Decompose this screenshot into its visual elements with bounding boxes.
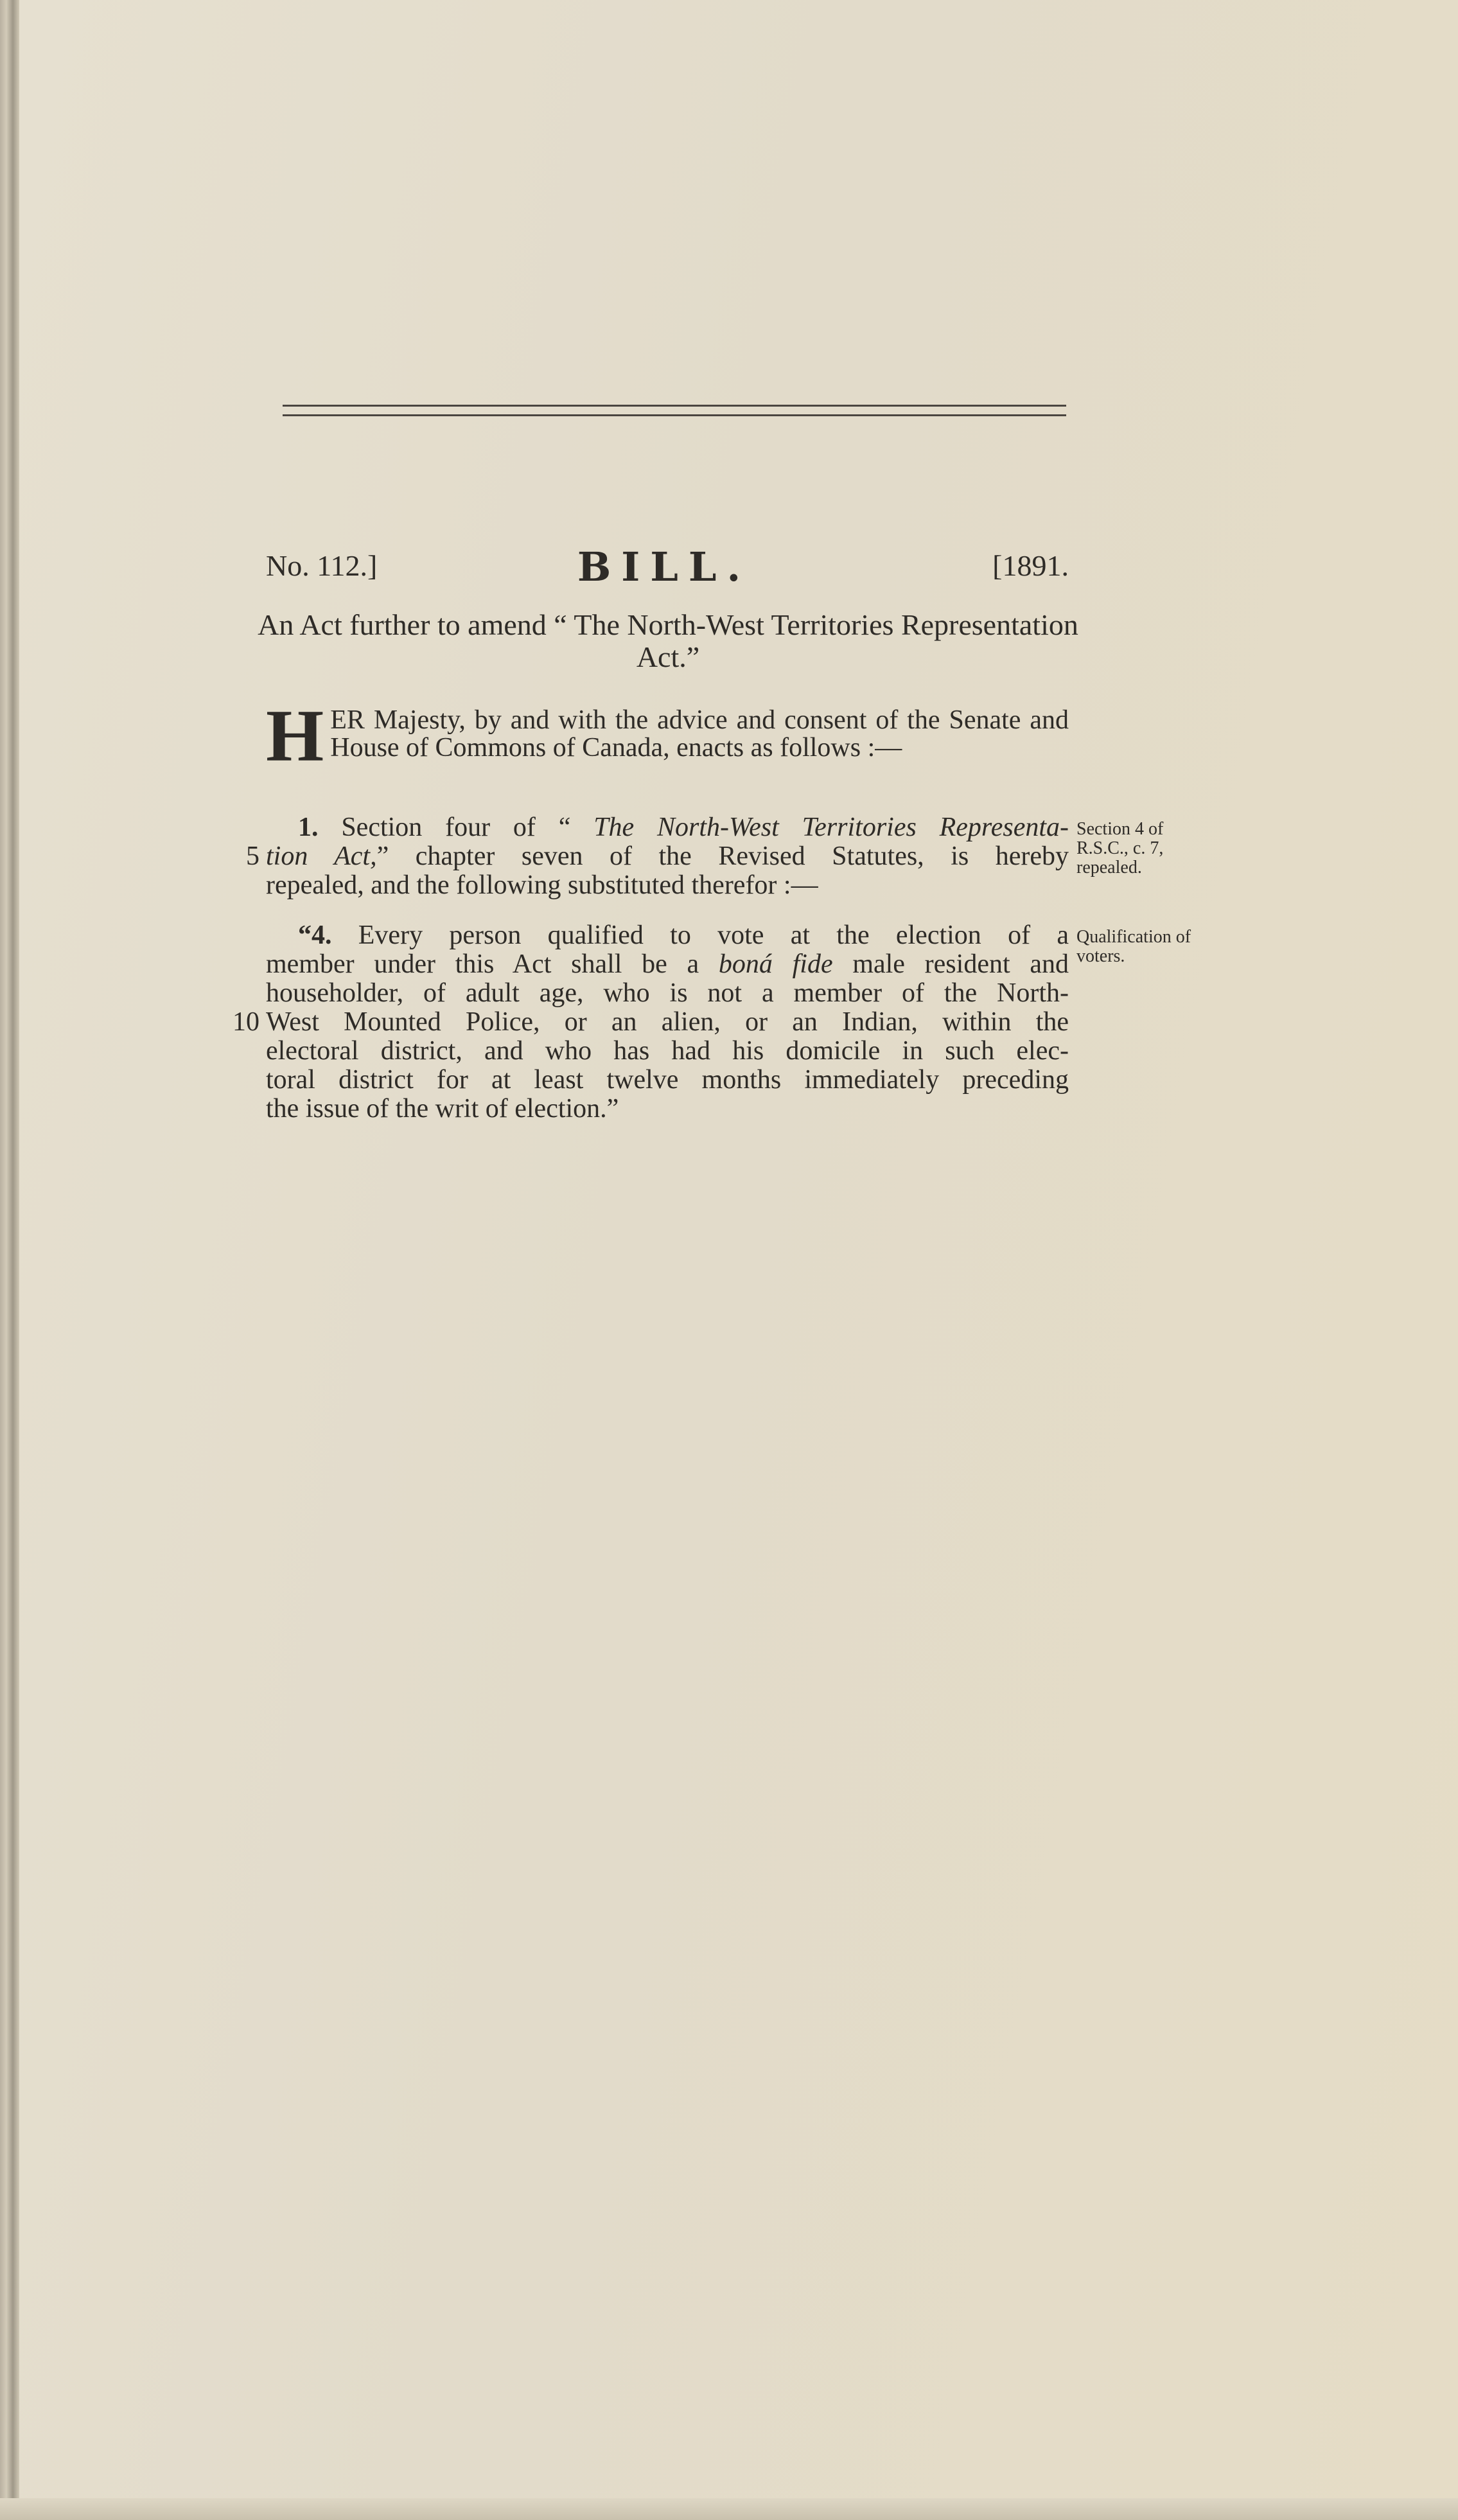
section-1-number: 1. <box>298 813 319 842</box>
section-4-line-3: householder, of adult age, who is not a member of the North- <box>266 979 1069 1008</box>
margin-note-section-4-repealed: Section 4 of R.S.C., c. 7, repealed. <box>1076 819 1164 877</box>
section-1-line-1: 1. Section four of “ The North-West Territories Representa- <box>298 813 1069 842</box>
binding-edge <box>0 0 19 2520</box>
section-4-line-1: “4. Every person qualified to vote at the election of a <box>298 921 1069 950</box>
bill-number: No. 112.] <box>266 549 378 582</box>
page-bottom-edge <box>0 2498 1458 2520</box>
line-number-10: 10 <box>233 1007 259 1037</box>
line-number-5: 5 <box>246 841 259 871</box>
section-4-line-5: electoral district, and who has had his domicile in such elec- <box>266 1037 1069 1066</box>
section-4-line-2: member under this Act shall be a boná fide male resident and <box>266 950 1069 979</box>
double-rule-bottom <box>283 414 1066 416</box>
margin-note-qualification: Qualification of voters. <box>1076 927 1191 966</box>
section-1 <box>266 813 1069 900</box>
section-1-line-3: repealed, and the following substituted therefor :— <box>266 871 818 900</box>
bill-heading: BILL. <box>577 543 751 590</box>
enacting-clause <box>266 695 1069 777</box>
section-1-line-2: tion Act,” chapter seven of the Revised Statutes, is hereby <box>266 842 1069 871</box>
enacting-clause-text: ER Majesty, by and with the advice and consent of the Senate and House of Commons of Canada, enacts as follows :— <box>330 705 1069 762</box>
bill-header <box>266 543 1069 595</box>
section-4-line-6: toral district for at least twelve months immediately preceding <box>266 1066 1069 1095</box>
drop-cap: H <box>266 695 324 777</box>
section-4-line-7: the issue of the writ of election.” <box>266 1095 619 1123</box>
double-rule-top <box>283 405 1066 407</box>
act-title: An Act further to amend “ The North-West Territories Representation Act.” <box>258 608 1078 673</box>
section-4-line-4: West Mounted Police, or an alien, or an Indian, within the <box>266 1008 1069 1037</box>
section-4 <box>266 921 1069 1123</box>
bill-year: [1891. <box>992 549 1069 582</box>
section-4-number: “4. <box>298 921 332 950</box>
